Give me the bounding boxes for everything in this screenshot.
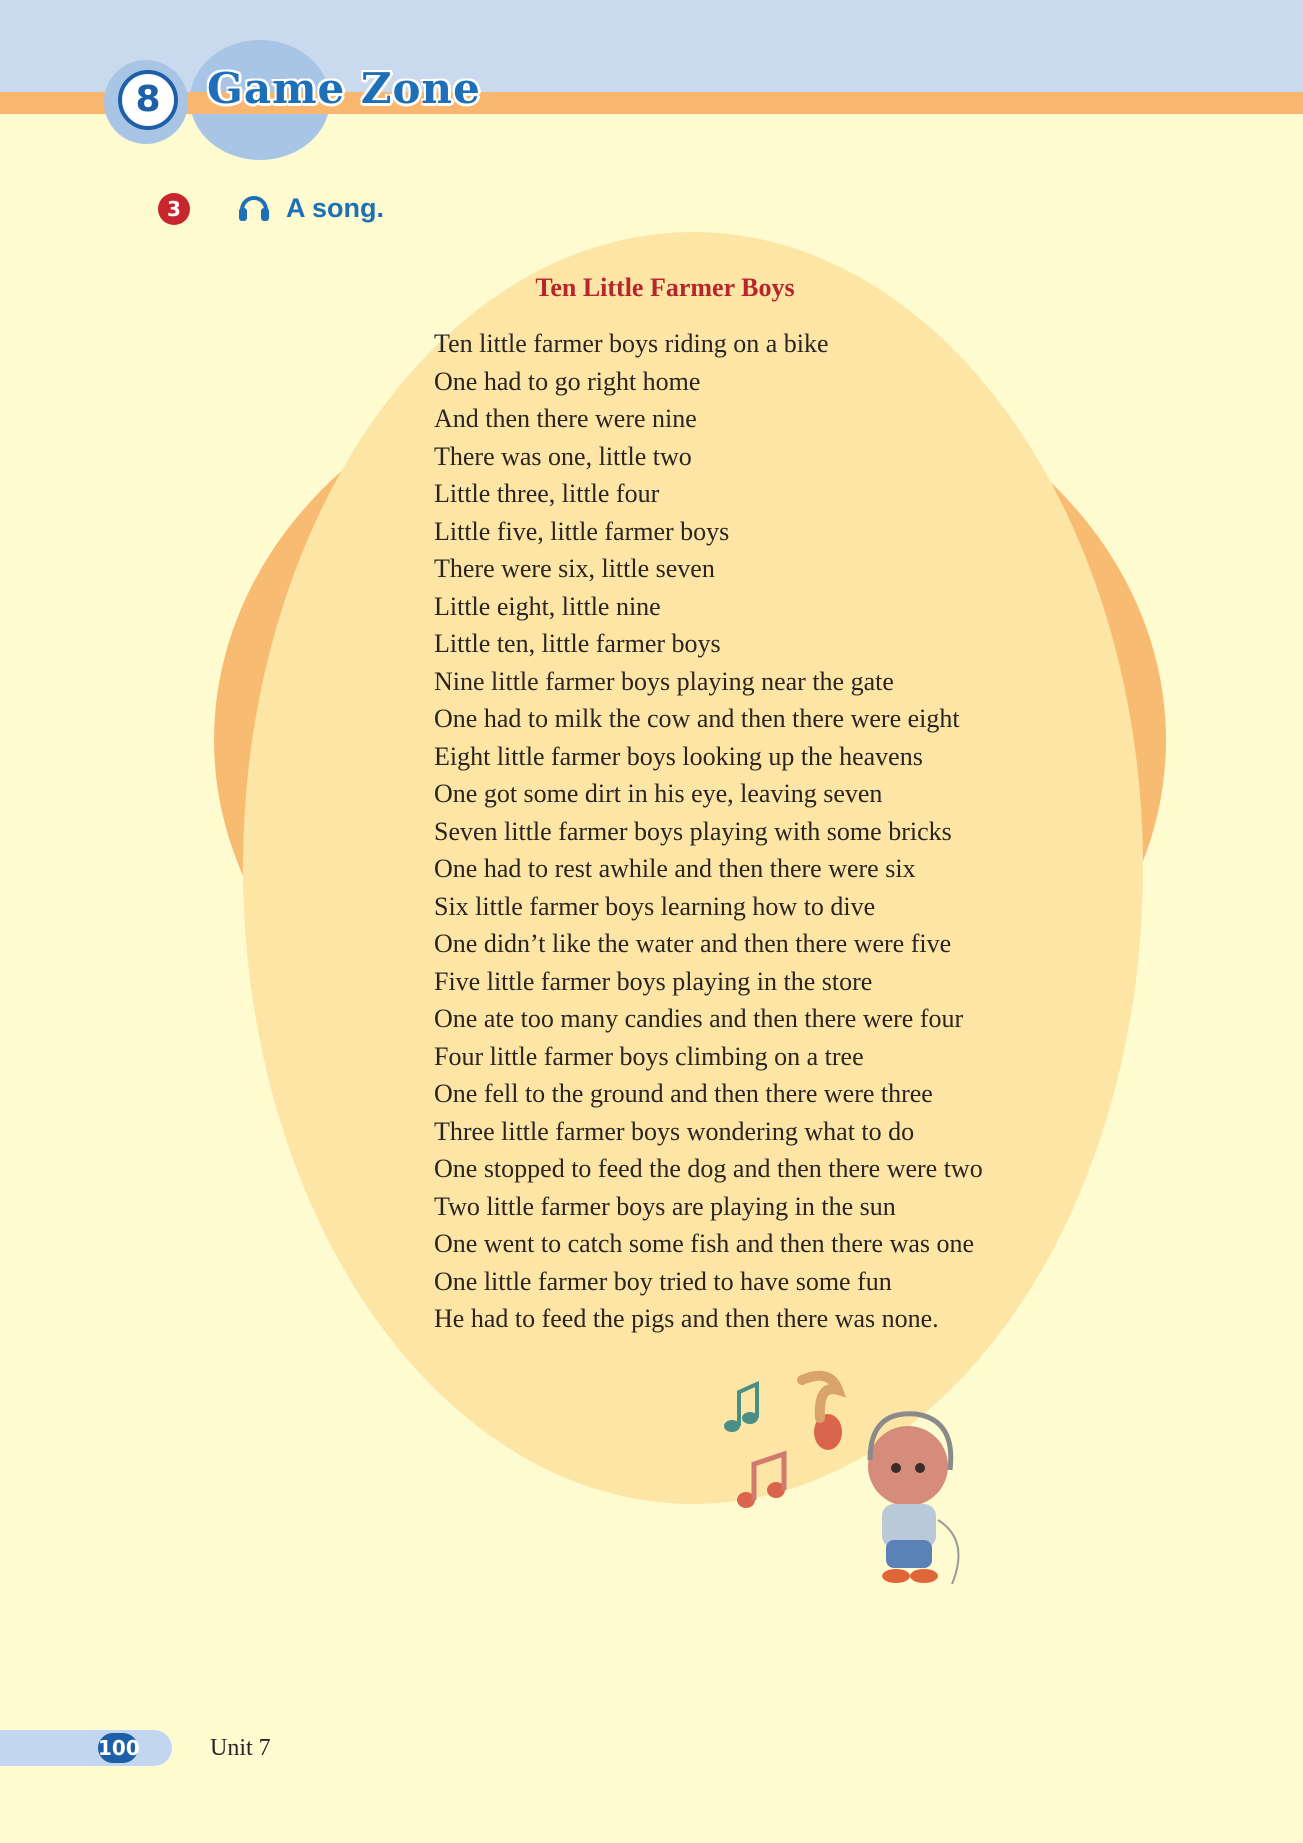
lyric-line: One didn’t like the water and then there were five xyxy=(434,929,952,958)
unit-badge xyxy=(104,60,188,144)
lyric-line: Six little farmer boys learning how to dive xyxy=(434,891,876,921)
lyric-line: Five little farmer boys playing in the store xyxy=(434,966,873,996)
lyric-line: One had to go right home xyxy=(434,366,701,396)
unit-number: 8 xyxy=(118,70,178,130)
headphones-icon xyxy=(238,190,270,224)
song-title: Ten Little Farmer Boys xyxy=(535,273,795,302)
footer-page-tab xyxy=(0,1730,172,1766)
page-number: 100 xyxy=(98,1733,138,1763)
lyric-line: One ate too many candies and then there were four xyxy=(434,1004,964,1033)
music-note-large-icon xyxy=(802,1376,842,1450)
lyric-line: Little five, little farmer boys xyxy=(434,516,730,546)
unit-label: Unit 7 xyxy=(210,1735,271,1761)
lyric-line: One fell to the ground and then there were three xyxy=(434,1079,933,1108)
exercise-number-badge: 3 xyxy=(158,193,190,225)
section-title: Game Zone xyxy=(207,64,481,113)
exercise-title: A song. xyxy=(286,193,384,223)
lyric-line: One went to catch some fish and then there was one xyxy=(434,1229,975,1258)
lyric-line: There was one, little two xyxy=(434,441,692,471)
lyric-line: Three little farmer boys wondering what to do xyxy=(434,1116,915,1146)
music-note-pink-icon xyxy=(737,1454,785,1508)
music-note-green-icon xyxy=(724,1384,758,1432)
lyric-line: And then there were nine xyxy=(434,404,697,433)
lyric-line: Eight little farmer boys looking up the heavens xyxy=(434,741,923,771)
lyric-line: Four little farmer boys climbing on a tree xyxy=(434,1041,864,1071)
lyric-line: There were six, little seven xyxy=(434,554,715,583)
lyric-line: One little farmer boy tried to have some fun xyxy=(434,1266,892,1296)
lyric-line: He had to feed the pigs and then there was none. xyxy=(434,1304,939,1333)
lyric-line: One stopped to feed the dog and then there were two xyxy=(434,1154,983,1183)
header-rule xyxy=(0,92,1303,114)
boy-with-headphones-icon xyxy=(868,1414,958,1584)
lyric-line: Seven little farmer boys playing with some bricks xyxy=(434,816,952,846)
lyric-line: Ten little farmer boys riding on a bike xyxy=(434,329,829,358)
music-notes-boy-illustration xyxy=(720,1370,990,1600)
lyric-line: Nine little farmer boys playing near the gate xyxy=(434,666,894,696)
song-lyrics xyxy=(434,325,983,1338)
lyric-line: One had to milk the cow and then there were eight xyxy=(434,704,960,733)
lyric-line: Little eight, little nine xyxy=(434,591,661,621)
lyric-line: One got some dirt in his eye, leaving seven xyxy=(434,779,883,808)
lyric-line: Little ten, little farmer boys xyxy=(434,629,721,658)
lyric-line: Two little farmer boys are playing in the sun xyxy=(434,1191,896,1221)
lyric-line: One had to rest awhile and then there were six xyxy=(434,854,916,883)
lyric-line: Little three, little four xyxy=(434,479,660,508)
